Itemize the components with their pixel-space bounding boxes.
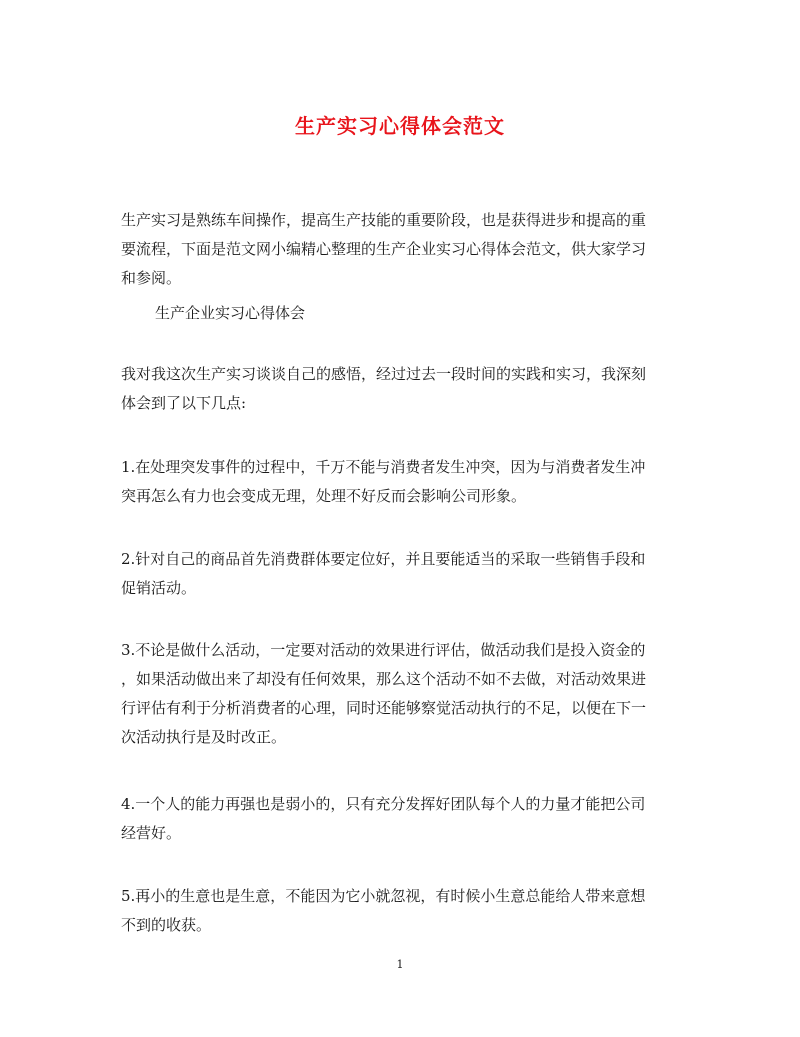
point-line: 2.针对自己的商品首先消费群体要定位好，并且要能适当的采取一些销售手段和 [121, 550, 646, 568]
point-4-paragraph [121, 790, 681, 848]
point-line: 4.一个人的能力再强也是弱小的，只有充分发挥好团队每个人的力量才能把公司 [121, 795, 646, 813]
document-title: 生产实习心得体会范文 [295, 114, 505, 138]
point-2-paragraph [121, 545, 681, 603]
intro-line: 和参阅。 [121, 269, 182, 287]
point-line: 突再怎么有力也会变成无理，处理不好反而会影响公司形象。 [121, 487, 527, 505]
point-line: 行评估有利于分析消费者的心理，同时还能够察觉活动执行的不足，以便在下一 [121, 699, 647, 717]
intro-paragraph [121, 206, 681, 293]
point-line: 1.在处理突发事件的过程中，千万不能与消费者发生冲突，因为与消费者发生冲 [121, 458, 646, 476]
intro-line: 生产实习是熟练车间操作，提高生产技能的重要阶段，也是获得进步和提高的重 [121, 211, 647, 229]
point-line: ，如果活动做出来了却没有任何效果，那么这个活动不如不去做，对活动效果进 [121, 670, 647, 688]
page-number: 1 [396, 958, 404, 971]
opening-paragraph [121, 360, 681, 418]
point-line: 经营好。 [121, 824, 182, 842]
point-1-paragraph [121, 453, 681, 511]
opening-line: 我对我这次生产实习谈谈自己的感悟，经过过去一段时间的实践和实习，我深刻 [121, 365, 647, 383]
opening-line: 体会到了以下几点: [121, 394, 247, 412]
point-line: 促销活动。 [121, 579, 197, 597]
intro-line: 要流程，下面是范文网小编精心整理的生产企业实习心得体会范文，供大家学习 [121, 240, 647, 258]
point-3-paragraph [121, 636, 681, 752]
point-line: 3.不论是做什么活动，一定要对活动的效果进行评估，做活动我们是投入资金的 [121, 641, 646, 659]
point-line: 不到的收获。 [121, 916, 212, 934]
point-line: 5.再小的生意也是生意，不能因为它小就忽视，有时候小生意总能给人带来意想 [121, 887, 646, 905]
section-subtitle: 生产企业实习心得体会 [155, 304, 306, 322]
point-line: 次活动执行是及时改正。 [121, 728, 287, 746]
point-5-paragraph [121, 882, 681, 940]
